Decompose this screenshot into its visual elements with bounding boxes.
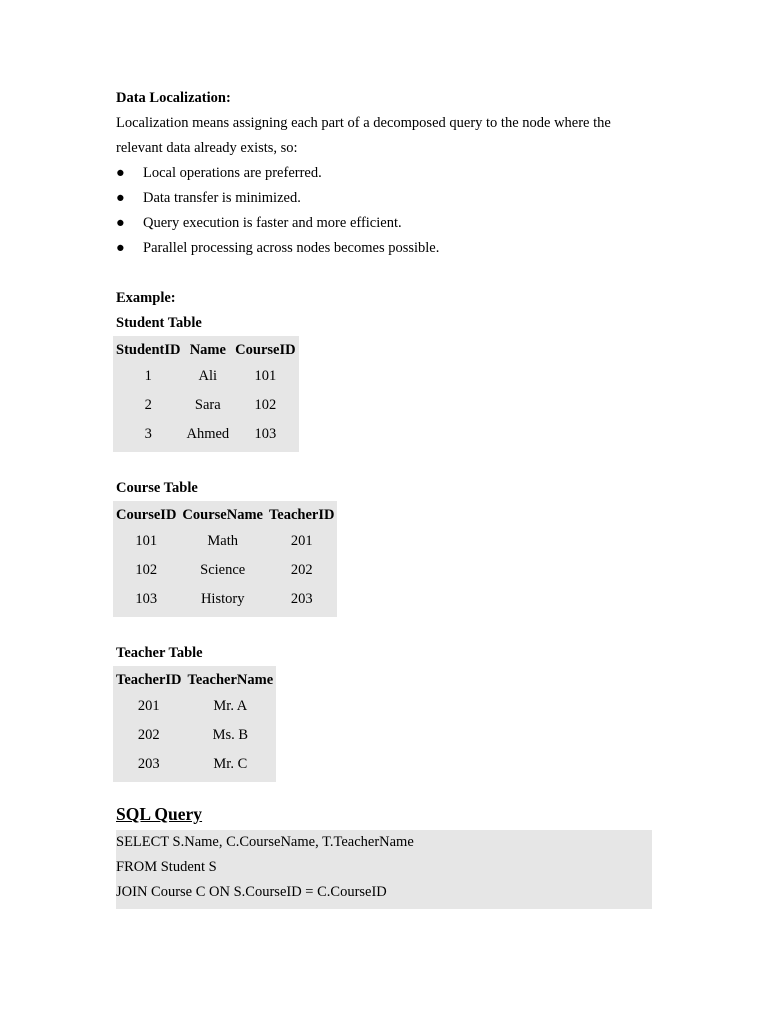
intro-line-2: relevant data already exists, so:: [116, 140, 298, 156]
table-cell: 103: [135, 591, 158, 607]
table-cell: 101: [135, 533, 158, 549]
sql-query-heading: SQL Query: [116, 804, 203, 824]
table-cell: Ahmed: [186, 426, 230, 442]
table-cell: Ali: [198, 368, 218, 384]
teacher-table: [113, 666, 276, 782]
table-cell: Sara: [194, 397, 221, 413]
table-row: [113, 556, 337, 585]
sql-code-block: [116, 830, 652, 909]
intro-line-1: Localization means assigning each part of a decomposed query to the node where the: [116, 115, 611, 131]
list-item-text: Query execution is faster and more efficient.: [143, 215, 402, 231]
student-table: [113, 336, 299, 452]
column-header: TeacherID: [116, 671, 182, 688]
table-header-row: [113, 501, 337, 527]
table-row: [113, 527, 337, 556]
table-cell: 103: [254, 426, 277, 442]
table-cell: Mr. C: [213, 756, 248, 772]
document-page: [116, 86, 656, 909]
table-cell: 202: [137, 727, 160, 743]
table-row: [113, 750, 276, 782]
list-item: [116, 161, 656, 186]
table-cell: 2: [144, 397, 152, 413]
table-cell: 102: [135, 562, 158, 578]
list-item: [116, 186, 656, 211]
table-row: [113, 391, 299, 420]
table-header-row: [113, 666, 276, 692]
table-cell: 3: [144, 426, 152, 442]
code-line: JOIN Course C ON S.CourseID = C.CourseID: [116, 884, 387, 900]
table-cell: 202: [290, 562, 313, 578]
column-header: CourseID: [116, 506, 177, 523]
column-header: TeacherName: [187, 671, 274, 688]
bullet-icon: ●: [116, 190, 125, 206]
benefits-list: [116, 161, 656, 261]
table-cell: 101: [254, 368, 277, 384]
table-cell: Science: [200, 562, 246, 578]
table-row: [113, 721, 276, 750]
course-table-title: Course Table: [116, 480, 198, 496]
table-row: [113, 692, 276, 721]
table-header-row: [113, 336, 299, 362]
bullet-icon: ●: [116, 240, 125, 256]
column-header: Name: [189, 341, 226, 358]
table-cell: History: [200, 591, 245, 607]
column-header: CourseName: [182, 506, 263, 523]
course-table: [113, 501, 337, 617]
list-item: [116, 236, 656, 261]
table-row: [113, 420, 299, 452]
code-line: FROM Student S: [116, 859, 217, 875]
bullet-icon: ●: [116, 215, 125, 231]
table-row: [113, 585, 337, 617]
column-header: CourseID: [235, 341, 296, 358]
table-cell: 201: [290, 533, 313, 549]
table-cell: Ms. B: [212, 727, 249, 743]
example-label: Example:: [116, 290, 176, 306]
column-header: StudentID: [116, 341, 181, 358]
table-cell: Math: [207, 533, 238, 549]
table-cell: 203: [137, 756, 160, 772]
column-header: TeacherID: [268, 506, 335, 523]
table-cell: 1: [144, 368, 152, 384]
table-cell: Mr. A: [213, 698, 248, 714]
list-item-text: Data transfer is minimized.: [143, 190, 301, 206]
section-heading: Data Localization:: [116, 90, 231, 106]
list-item: [116, 211, 656, 236]
bullet-icon: ●: [116, 165, 125, 181]
table-cell: 201: [137, 698, 160, 714]
student-table-title: Student Table: [116, 315, 202, 331]
teacher-table-title: Teacher Table: [116, 645, 203, 661]
list-item-text: Local operations are preferred.: [143, 165, 322, 181]
table-cell: 203: [290, 591, 313, 607]
code-line: SELECT S.Name, C.CourseName, T.TeacherName: [116, 834, 414, 850]
table-cell: 102: [254, 397, 277, 413]
table-row: [113, 362, 299, 391]
list-item-text: Parallel processing across nodes becomes possible.: [143, 240, 440, 256]
